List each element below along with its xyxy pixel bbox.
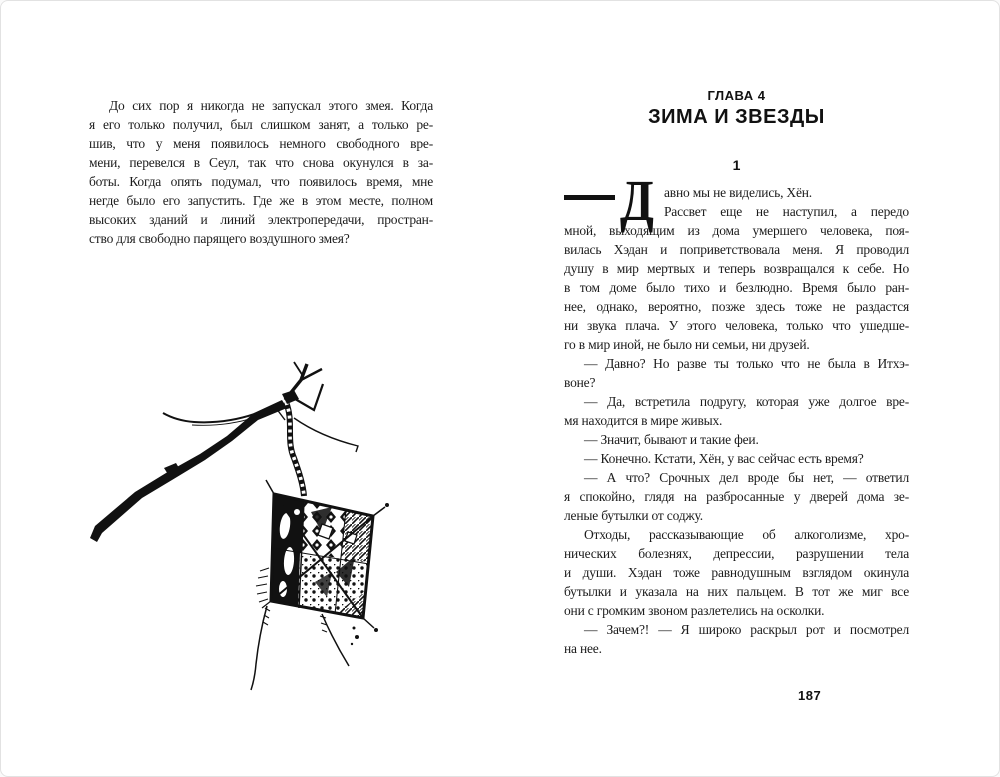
text-line: мной, выходящим из дома умершего человека, поя- [564, 223, 909, 238]
text-line: я спокойно, глядя на разбросанные у дверей дома зе- [564, 489, 909, 504]
text-line: нических болезнях, депрессии, разрушении тела [564, 546, 909, 561]
text-line: боты. Когда опять подумал, что появилось время, мне [89, 174, 433, 189]
text-line: высоких зданий и линий электропередачи, простран- [89, 212, 433, 227]
dialogue-dash-ornament [564, 195, 615, 200]
text-line: они с громким звоном разлетелись на осколки. [564, 603, 825, 618]
page-number: 187 [798, 688, 822, 703]
kite-illustration [86, 356, 426, 696]
text-line: мя находится в мире живых. [564, 413, 723, 428]
text-line: Рассвет еще не наступил, а передо [664, 204, 909, 219]
text-line: — Давно? Но разве ты только что не была в Итхэ- [584, 356, 909, 371]
text-line: — Конечно. Кстати, Хён, у вас сейчас есть время? [584, 451, 864, 466]
text-line: в том доме было тихо и безлюдно. Время было ран- [564, 280, 909, 295]
text-line: До сих пор я никогда не запускал этого змея. Когда [109, 98, 433, 113]
text-line: шив, что у меня появилось немного свободного вре- [89, 136, 433, 151]
text-line: — Да, встретила подругу, которая уже долгое вре- [584, 394, 909, 409]
text-line: ни звука плача. У этого человека, только что ушедше- [564, 318, 909, 333]
text-line: мени, перевелся в Сеул, так что снова окунулся в за- [89, 155, 433, 170]
text-line: воне? [564, 375, 596, 390]
text-line: вилась Хэдан и поприветствовала меня. Я проводил [564, 242, 909, 257]
text-line: душу в мир мертвых и теперь возвращался к себе. Но [564, 261, 909, 276]
text-line: авно мы не виделись, Хён. [664, 185, 812, 200]
text-line: на нее. [564, 641, 602, 656]
left-page [1, 1, 501, 777]
text-line: я его только получил, был слишком занят, а только ре- [89, 117, 433, 132]
text-line: бутылки и указала на них пальцем. В тот же миг все [564, 584, 909, 599]
text-line: — А что? Срочных дел вроде бы нет, — ответил [584, 470, 909, 485]
text-line: — Значит, бывают и такие феи. [584, 432, 759, 447]
text-line: негде было его запустить. Где же в этом месте, полном [89, 193, 433, 208]
text-line: леные бутылки от соджу. [564, 508, 703, 523]
chapter-label: ГЛАВА 4 [707, 88, 766, 103]
right-page-body [564, 168, 909, 658]
text-line: Отходы, рассказывающие об алкоголизме, хро- [584, 527, 909, 542]
drop-cap: Д [620, 168, 654, 233]
section-number: 1 [732, 157, 741, 173]
text-line: нее, однако, вероятно, позже здесь тоже не раздастся [564, 299, 909, 314]
left-page-paragraph [89, 96, 433, 248]
text-line: и души. Хэдан тоже равнодушным взглядом окинула [564, 565, 909, 580]
text-line: го в мир иной, не было ни семьи, ни друзей. [564, 337, 810, 352]
right-page [501, 1, 1000, 777]
text-line: ство для свободно парящего воздушного змея? [89, 231, 350, 246]
text-line: — Зачем?! — Я широко раскрыл рот и посмотрел [584, 622, 909, 637]
chapter-title: ЗИМА И ЗВЕЗДЫ [648, 106, 825, 128]
